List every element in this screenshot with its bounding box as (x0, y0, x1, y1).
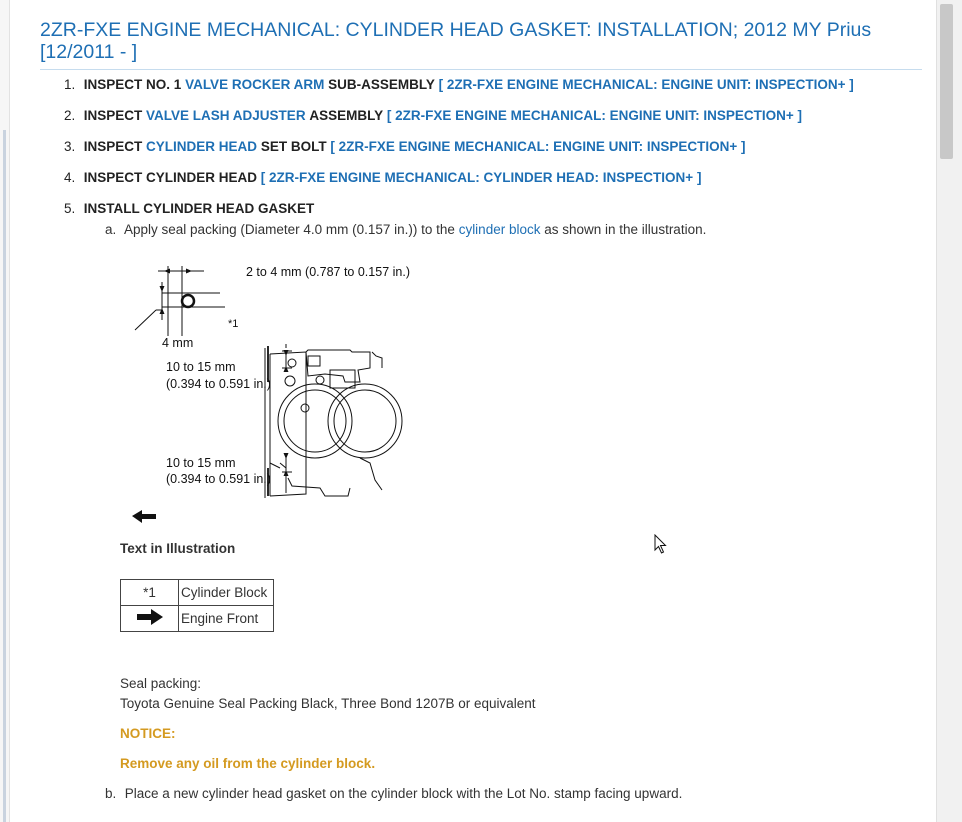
substep-letter: a. (105, 222, 117, 237)
step-action: INSTALL CYLINDER HEAD GASKET (83, 201, 315, 216)
inspection-reference-link[interactable]: [ 2ZR-FXE ENGINE MECHANICAL: ENGINE UNIT: INSPECTION+ ] (386, 108, 803, 123)
step-number: 4. (64, 170, 76, 185)
dim-lower-line2: (0.394 to 0.591 in.) (166, 472, 271, 486)
step-action: INSPECT (83, 108, 143, 123)
substep-text: Place a new cylinder head gasket on the cylinder block with the Lot No. stamp facing upward. (124, 786, 683, 801)
substep-letter: b. (105, 786, 117, 801)
part-term-link[interactable]: CYLINDER HEAD (146, 139, 258, 154)
notice-label: NOTICE: (120, 726, 176, 741)
step-5 (64, 201, 314, 216)
left-frame-bar (3, 130, 6, 822)
step-number: 1. (64, 77, 76, 92)
seal-packing-illustration (120, 258, 420, 538)
dim-upper-line2: (0.394 to 0.591 in.) (166, 377, 271, 391)
step-number: 2. (64, 108, 76, 123)
dim-lower-line1: 10 to 15 mm (166, 456, 236, 470)
callout-label: *1 (228, 318, 239, 330)
substep-text-end: as shown in the illustration. (544, 222, 707, 237)
step-action: INSPECT NO. 1 (83, 77, 182, 92)
legend-row (121, 606, 274, 632)
seal-packing-value: Toyota Genuine Seal Packing Black, Three Bond 1207B or equivalent (120, 696, 536, 711)
inspection-reference-link[interactable]: [ 2ZR-FXE ENGINE MECHANICAL: ENGINE UNIT: INSPECTION+ ] (438, 77, 854, 92)
legend-value: Engine Front (179, 606, 274, 632)
mouse-cursor-icon (654, 534, 668, 561)
left-frame-edge (0, 0, 10, 822)
step-action-rest: ASSEMBLY (309, 108, 384, 123)
substep-b (105, 786, 682, 801)
engine-front-arrow-icon (132, 510, 156, 523)
step-action-rest: SET BOLT (260, 139, 327, 154)
legend-row (121, 580, 274, 606)
substep-text: Apply seal packing (Diameter 4.0 mm (0.157 in.)) to the (124, 222, 455, 237)
seal-packing-label: Seal packing: (120, 676, 202, 691)
notice-text: Remove any oil from the cylinder block. (120, 756, 376, 771)
step-action-rest: SUB-ASSEMBLY (328, 77, 435, 92)
inspection-reference-link[interactable]: [ 2ZR-FXE ENGINE MECHANICAL: CYLINDER HEAD: INSPECTION+ ] (260, 170, 702, 185)
step-4 (64, 170, 701, 185)
legend-key: *1 (121, 580, 179, 606)
step-action: INSPECT CYLINDER HEAD (83, 170, 258, 185)
dim-upper-line1: 10 to 15 mm (166, 360, 236, 374)
step-2 (64, 108, 802, 123)
legend-value: Cylinder Block (179, 580, 274, 606)
step-action: INSPECT (83, 139, 143, 154)
inspection-reference-link[interactable]: [ 2ZR-FXE ENGINE MECHANICAL: ENGINE UNIT: INSPECTION+ ] (330, 139, 746, 154)
part-term-link[interactable]: VALVE LASH ADJUSTER (146, 108, 306, 123)
step-1 (64, 77, 854, 92)
page-title: 2ZR-FXE ENGINE MECHANICAL: CYLINDER HEAD GASKET: INSTALLATION; 2012 MY Prius [12/2011 - ] (40, 19, 922, 70)
cylinder-block-link[interactable]: cylinder block (458, 222, 541, 237)
text-in-illustration-heading: Text in Illustration (120, 541, 236, 556)
step-number: 3. (64, 139, 76, 154)
scrollbar-thumb[interactable] (940, 4, 953, 159)
step-3 (64, 139, 746, 154)
illustration-legend-table (120, 579, 274, 632)
right-arrow-icon (135, 608, 165, 626)
substep-a (105, 222, 706, 237)
legend-key (121, 606, 179, 632)
step-number: 5. (64, 201, 76, 216)
part-term-link[interactable]: VALVE ROCKER ARM (185, 77, 325, 92)
dim-top-label: 2 to 4 mm (0.787 to 0.157 in.) (246, 265, 410, 279)
dim-4mm-label: 4 mm (162, 336, 194, 350)
